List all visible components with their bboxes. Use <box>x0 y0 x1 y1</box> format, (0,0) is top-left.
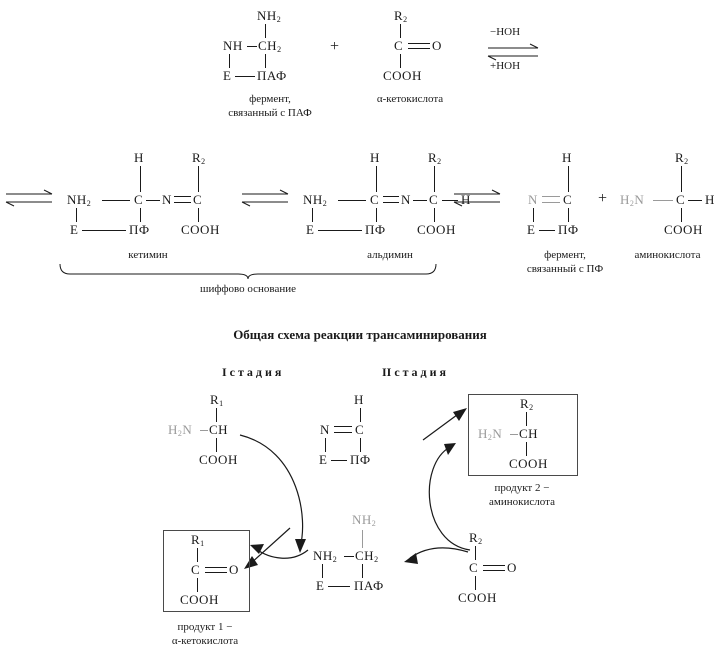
enzyme-pf-h: H <box>562 150 572 165</box>
row1-arrow-top-label: −HOH <box>490 26 521 38</box>
double-bond-co-1 <box>408 43 430 44</box>
row1-enzyme-caption <box>200 92 340 120</box>
bond-nh2-c1-ald <box>338 200 366 201</box>
top-center-pf: ПФ <box>350 452 371 467</box>
double-bond-n-c2-2 <box>174 202 191 203</box>
caption-line-2: связанный с ПАФ <box>228 107 312 119</box>
aminoacid-label: аминокислота <box>634 249 701 261</box>
bond-r2-c2-ald <box>434 166 435 192</box>
bond-e-pf-final <box>539 230 555 231</box>
bond-c-cooh-aa <box>681 208 682 222</box>
row1-plus: + <box>330 38 340 55</box>
bond-nh2-ch2-gray <box>362 530 363 548</box>
ketoacid-o: O <box>432 38 442 53</box>
aldimine-e: E <box>306 222 315 237</box>
bottom-center-e: E <box>316 578 325 593</box>
stage1-label: I с т а д и я <box>222 365 282 379</box>
bond-h2n-ch <box>200 430 208 431</box>
product1-caption <box>145 620 265 648</box>
bond-e-paf <box>235 76 255 77</box>
bond-nh-ch2 <box>247 46 257 47</box>
bond-e-pf-ald <box>318 230 362 231</box>
schiff-base-label: шиффово основание <box>199 283 297 295</box>
ketimine-c2: C <box>193 192 203 207</box>
bond-c2-cooh-ald <box>434 208 435 222</box>
bond-c-h-aa <box>688 200 702 201</box>
substrate2-o: O <box>507 560 517 575</box>
ketoacid-r2: $R_2$ <box>394 8 408 24</box>
aminoacid-h2n: $H_2N$ <box>620 192 645 208</box>
top-center-h: H <box>354 392 364 407</box>
double-bond-co-2 <box>408 48 430 49</box>
top-center-c: C <box>355 422 365 437</box>
aldimine-label: альдимин <box>367 249 413 261</box>
caption-line-2: α-кетокислота <box>171 635 239 647</box>
bond-c1-n <box>146 200 160 201</box>
bond-r2-c2 <box>198 166 199 192</box>
bond-nh2-c1 <box>102 200 130 201</box>
product2-h2n: $H_2N$ <box>478 426 503 442</box>
caption-line-1: продукт 2 − <box>494 482 550 494</box>
bond-nh-e <box>229 54 230 68</box>
bond-ch-cooh-p2 <box>526 442 527 456</box>
bond-c1-pf <box>140 208 141 222</box>
top-center-e: E <box>319 452 328 467</box>
bond-nh2-e-ald <box>312 208 313 222</box>
substrate2-r2: $R_2$ <box>469 530 483 546</box>
aldimine-c1: C <box>370 192 380 207</box>
bond-c-cooh-p1 <box>197 578 198 592</box>
caption-line-1: фермент, <box>249 93 291 105</box>
enzyme-pf-e: E <box>527 222 536 237</box>
bottom-center-nh2: $NH_2$ <box>313 548 338 564</box>
aldimine-r2: $R_2$ <box>428 150 442 166</box>
ketoacid-cooh: COOH <box>383 68 422 83</box>
bond-c-cooh <box>400 54 401 68</box>
bond-c1-pf-ald <box>376 208 377 222</box>
ketimine-h: H <box>134 150 144 165</box>
bottom-center-ch2: $CH_2$ <box>355 548 379 564</box>
bond-h2n-c-aa <box>653 200 673 201</box>
ketimine-r2: $R_2$ <box>192 150 206 166</box>
stage2-label: II с т а д и я <box>382 365 447 379</box>
enzyme-nh: NH <box>223 38 243 53</box>
bond-h-c-top <box>360 408 361 422</box>
caption-line-2: связанный с ПФ <box>526 263 604 275</box>
bond-nh2-e <box>76 208 77 222</box>
enzyme-paf: ПАФ <box>257 68 287 83</box>
cycle-arc-right-lower <box>390 500 510 590</box>
aldimine-cooh: COOH <box>417 222 456 237</box>
aldimine-nh2: $NH_2$ <box>303 192 328 208</box>
double-bond-c1-n-2 <box>383 202 399 203</box>
row2-plus: + <box>598 190 608 207</box>
bond-n-e-pf <box>533 208 534 222</box>
double-bond-n-c-pf-2 <box>542 202 560 203</box>
enzyme-pf-pf: ПФ <box>558 222 579 237</box>
substrate1-cooh: COOH <box>199 452 238 467</box>
bond-e-pf <box>82 230 126 231</box>
aldimine-n: N <box>401 192 411 207</box>
double-bond-co-p1-1 <box>205 567 227 568</box>
bottom-center-nh2-gray: $NH_2$ <box>352 512 377 528</box>
bond-r2-c-aa <box>681 166 682 192</box>
ketimine-e: E <box>70 222 79 237</box>
top-center-n: N <box>320 422 330 437</box>
bond-h-c-pf <box>568 166 569 192</box>
substrate1-ch: CH <box>209 422 229 437</box>
caption-line-2: аминокислота <box>489 496 555 508</box>
enzyme-pf-n: N <box>528 192 538 207</box>
ketimine-label: кетимин <box>128 249 168 261</box>
bond-nh2-ch2 <box>265 24 266 38</box>
bottom-center-paf: ПАФ <box>354 578 384 593</box>
product2-caption <box>462 481 582 509</box>
bond-r2-c <box>400 24 401 38</box>
aminoacid-cooh: COOH <box>664 222 703 237</box>
bond-n-c2-ald <box>413 200 427 201</box>
ketimine-c1: C <box>134 192 144 207</box>
bond-h-c1-ald <box>376 166 377 192</box>
enzyme-nh2: $NH_2$ <box>257 8 282 24</box>
aldimine-h-right: H <box>461 192 471 207</box>
bond-c-pf-top <box>360 438 361 452</box>
aldimine-pf: ПФ <box>365 222 386 237</box>
double-bond-co-p1-2 <box>205 572 227 573</box>
ketoacid-c: C <box>394 38 404 53</box>
product2-cooh: COOH <box>509 456 548 471</box>
substrate1-r1: $R_1$ <box>210 392 224 408</box>
caption-line-1: фермент, <box>544 249 586 261</box>
ketimine-cooh: COOH <box>181 222 220 237</box>
caption-line-1: продукт 1 − <box>177 621 233 633</box>
bond-e-paf-bot <box>328 586 350 587</box>
aminoacid-h: H <box>705 192 715 207</box>
enzyme-pf-caption <box>500 248 630 276</box>
enzyme-pf-c: C <box>563 192 573 207</box>
aldimine-c2: C <box>429 192 439 207</box>
aminoacid-r2: $R_2$ <box>675 150 689 166</box>
row2-arrow-mid <box>240 190 296 212</box>
bond-h2n-ch-p2 <box>510 434 518 435</box>
row2-arrow-right <box>452 190 508 212</box>
substrate2-c: C <box>469 560 479 575</box>
bond-r1-ch <box>216 408 217 422</box>
bond-h-c1 <box>140 166 141 192</box>
enzyme-ch2: $CH_2$ <box>258 38 282 54</box>
product1-r1: $R_1$ <box>191 532 205 548</box>
substrate2-cooh: COOH <box>458 590 497 605</box>
bond-nh2-ch2-bot <box>344 556 354 557</box>
bond-c2-cooh <box>198 208 199 222</box>
bond-r1-c-p1 <box>197 548 198 562</box>
ketimine-nh2: $NH_2$ <box>67 192 92 208</box>
aminoacid-c: C <box>676 192 686 207</box>
ketimine-n: N <box>162 192 172 207</box>
ketimine-pf: ПФ <box>129 222 150 237</box>
enzyme-e: E <box>223 68 232 83</box>
product2-ch: CH <box>519 426 539 441</box>
product1-o: O <box>229 562 239 577</box>
double-bond-c1-n-1 <box>383 196 399 197</box>
bond-c-pf2 <box>568 208 569 222</box>
product1-c: C <box>191 562 201 577</box>
row2-arrow-left <box>4 190 60 212</box>
schiff-base-brace <box>58 262 438 280</box>
double-bond-n-c2-1 <box>174 196 191 197</box>
page-title: Общая схема реакции трансаминирования <box>233 327 487 342</box>
row1-ketoacid-caption: α-кетокислота <box>376 93 444 105</box>
bond-ch2-paf-bot <box>362 564 363 578</box>
bond-r2-ch-p2 <box>526 412 527 426</box>
double-bond-n-c-pf-1 <box>542 196 560 197</box>
aldimine-h-left: H <box>370 150 380 165</box>
row1-arrow-bottom-label: +HOH <box>490 60 521 72</box>
bond-ch-cooh-s1 <box>216 438 217 452</box>
product2-r2: $R_2$ <box>520 396 534 412</box>
bond-ch2-paf <box>265 54 266 68</box>
product1-cooh: COOH <box>180 592 219 607</box>
substrate1-h2n: $H_2N$ <box>168 422 193 438</box>
